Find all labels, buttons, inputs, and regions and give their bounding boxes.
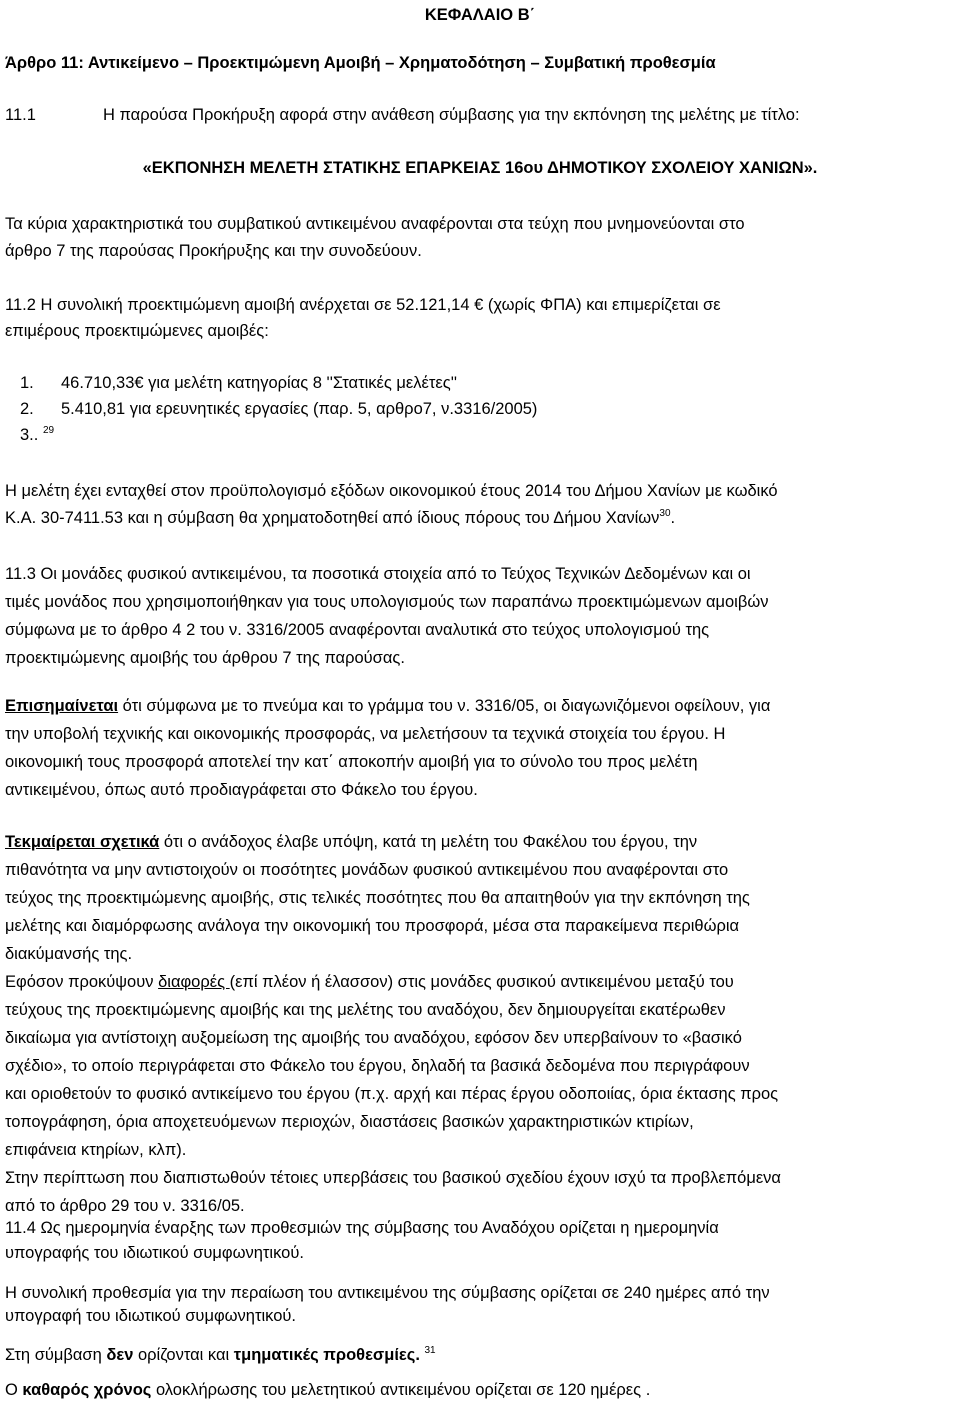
note2-line-5: διακύμανσής της. bbox=[5, 945, 133, 963]
note2-line-4: μελέτης και διαμόρφωσης ανάλογα την οικονομική του προσφορά, μέσα στα παρακείμενα περιθώρια bbox=[5, 917, 740, 935]
note3-line-1: Εφόσον προκύψουν διαφορές (επί πλέον ή έλασσον) στις μονάδες φυσικού αντικειμένου μεταξύ του bbox=[5, 973, 734, 991]
note1-line-4: αντικειμένου, όπως αυτό προδιαγράφεται στο Φάκελο του έργου. bbox=[5, 781, 478, 799]
p11-3-line-1: 11.3 Οι μονάδες φυσικού αντικειμένου, τα ποσοτικά στοιχεία από το Τεύχος Τεχνικών Δεδομένων και οι bbox=[5, 565, 751, 583]
note1-line-3: οικονομική τους προσφορά αποτελεί την κατ΄ αποκοπήν αμοιβή για το σύνολο του προς μελέτη bbox=[5, 753, 698, 771]
note3-line-3: δικαίωμα για αντίστοιχη αυξομείωση της αμοιβής του αναδόχου, εφόσον δεν υπερβαίνουν το «βασικό bbox=[5, 1029, 742, 1047]
differences-underlined: διαφορές bbox=[158, 973, 230, 991]
note2-line-1: Τεκμαίρεται σχετικά ότι ο ανάδοχος έλαβε υπόψη, κατά τη μελέτη του Φακέλου του έργου, την bbox=[5, 833, 698, 851]
note1-line-2: την υποβολή τεχνικής και οικονομικής προσφοράς, να μελετήσουν τα τεχνικά στοιχεία του έργου. Η bbox=[5, 725, 726, 743]
budget-line-2: Κ.Α. 30-7411.53 και η σύμβαση θα χρηματοδοτηθεί από ίδιους πόρους του Δήμου Χανίων$^{30}$. bbox=[5, 508, 676, 527]
study-title: «ΕΚΠΟΝΗΣΗ ΜΕΛΕΤΗ ΣΤΑΤΙΚΗΣ ΕΠΑΡΚΕΙΑΣ 16ου ΔΗΜΟΤΙΚΟΥ ΣΧΟΛΕΙΟΥ ΧΑΝΙΩΝ». bbox=[142, 159, 818, 177]
p11-2-line-2: επιμέρους προεκτιμώμενες αμοιβές: bbox=[5, 322, 269, 340]
p11-4-line-1: 11.4 Ως ημερομηνία έναρξης των προθεσμιών της σύμβασης του Αναδόχου ορίζεται η ημερομηνία bbox=[5, 1219, 719, 1237]
note2-line-2: πιθανότητα να μην αντιστοιχούν οι ποσότητες μονάδων φυσικού αντικειμένου που αναφέρονται στο bbox=[5, 861, 729, 879]
note3-line-2: τεύχους της προεκτιμώμενης αμοιβής και της μελέτης του αναδόχου, δεν δημιουργείται εκατέρωθεν bbox=[5, 1001, 726, 1019]
p11-2-line-1: 11.2 Η συνολική προεκτιμώμενη αμοιβή ανέρχεται σε 52.121,14 € (χωρίς ΦΠΑ) και επιμερίζεται σε bbox=[5, 296, 721, 314]
list-item-1-number: 1. bbox=[20, 374, 34, 392]
p11-1-desc-line-1: Τα κύρια χαρακτηριστικά του συμβατικού αντικειμένου αναφέρονται στα τεύχη που μνημονεύονται στο bbox=[5, 215, 745, 233]
p11-3-line-4: προεκτιμώμενης αμοιβής του άρθρου 7 της παρούσας. bbox=[5, 649, 405, 667]
note3-line-7: επιφάνεια κτηρίων, κλπ). bbox=[5, 1141, 187, 1159]
chapter-heading: ΚΕΦΑΛΑΙΟ Β΄ bbox=[424, 6, 536, 24]
note1-lead: Επισημαίνεται bbox=[5, 697, 119, 715]
p11-4-line-4: υπογραφή του ιδιωτικού συμφωνητικού. bbox=[5, 1307, 296, 1325]
p11-1-desc-line-2: άρθρο 7 της παρούσας Προκήρυξης και την συνοδεύουν. bbox=[5, 242, 422, 260]
list-item-3-number: 3.. bbox=[20, 426, 39, 444]
list-item-2-number: 2. bbox=[20, 400, 34, 418]
p11-1-number: 11.1 bbox=[5, 106, 36, 124]
p11-4-line-3: Η συνολική προθεσμία για την περαίωση του αντικειμένου της σύμβασης ορίζεται σε 240 ημέρες από την bbox=[5, 1284, 770, 1302]
p11-4-line-5: Στη σύμβαση δεν ορίζονται και τμηματικές προθεσμίες. $^{31}$ bbox=[5, 1345, 436, 1364]
list-item-1-text: 46.710,33€ για μελέτη κατηγορίας 8 ''Στατικές μελέτες'' bbox=[61, 374, 457, 392]
note2-lead: Τεκμαίρεται σχετικά bbox=[5, 833, 160, 851]
note3-line-4: σχέδιο», το οποίο περιγράφεται στο Φάκελο του έργου, δηλαδή τα βασικά δεδομένα που περιγράφουν bbox=[5, 1057, 750, 1075]
list-item-3 bbox=[20, 425, 54, 445]
footnote-ref-31: 31 bbox=[424, 1345, 436, 1356]
article-title: Άρθρο 11: Αντικείμενο – Προεκτιμώμενη Αμοιβή – Χρηματοδότηση – Συμβατική προθεσμία bbox=[5, 54, 716, 72]
note3-line-6: τοπογράφηση, όρια αποχετευόμενων περιοχών, διαστάσεις βασικών χαρακτηριστικών κτιρίων, bbox=[5, 1113, 694, 1131]
p11-3-line-2: τιμές μονάδος που χρησιμοποιήθηκαν για τους υπολογισμούς των παραπάνω προεκτιμώμενων αμοιβών bbox=[5, 593, 769, 611]
note2-line-3: τεύχος της προεκτιμώμενης αμοιβής, στις τελικές ποσότητες που θα απαιτηθούν για την εκπόνηση της bbox=[5, 889, 750, 907]
p11-3-line-3: σύμφωνα με το άρθρο 4 2 του ν. 3316/2005 αναφέρονται αναλυτικά στο τεύχος υπολογισμού της bbox=[5, 621, 710, 639]
note3-line-5: και οριοθετούν το φυσικό αντικείμενο του έργου (π.χ. αρχή και πέρας έργου οδοποιίας, όρια έκτασης προς bbox=[5, 1085, 779, 1103]
p11-1-text: Η παρούσα Προκήρυξη αφορά στην ανάθεση σύμβασης για την εκπόνηση της μελέτης με τίτλο: bbox=[103, 106, 800, 124]
list-item-2-text: 5.410,81 για ερευνητικές εργασίες (παρ. 5, αρθρο7, ν.3316/2005) bbox=[61, 400, 538, 418]
p11-4-line-2: υπογραφής του ιδιωτικού συμφωνητικού. bbox=[5, 1244, 304, 1262]
note3-line-9: από το άρθρο 29 του ν. 3316/05. bbox=[5, 1197, 245, 1215]
footnote-ref-29: 29 bbox=[42, 425, 55, 436]
p11-4-line-6: Ο καθαρός χρόνος ολοκλήρωσης του μελετητικού αντικειμένου ορίζεται σε 120 ημέρες . bbox=[5, 1381, 651, 1399]
note3-line-8: Στην περίπτωση που διαπιστωθούν τέτοιες υπερβάσεις του βασικού σχεδίου έχουν ισχύ τα προβλεπόμενα bbox=[5, 1169, 781, 1187]
note1-line-1: Επισημαίνεται ότι σύμφωνα με το πνεύμα και το γράμμα του ν. 3316/05, οι διαγωνιζόμενοι οφείλουν, για bbox=[5, 697, 771, 715]
budget-line-1: Η μελέτη έχει ενταχθεί στον προϋπολογισμό εξόδων οικονομικού έτους 2014 του Δήμου Χανίων με κωδικό bbox=[5, 482, 778, 500]
footnote-ref-30: 30 bbox=[659, 508, 671, 519]
